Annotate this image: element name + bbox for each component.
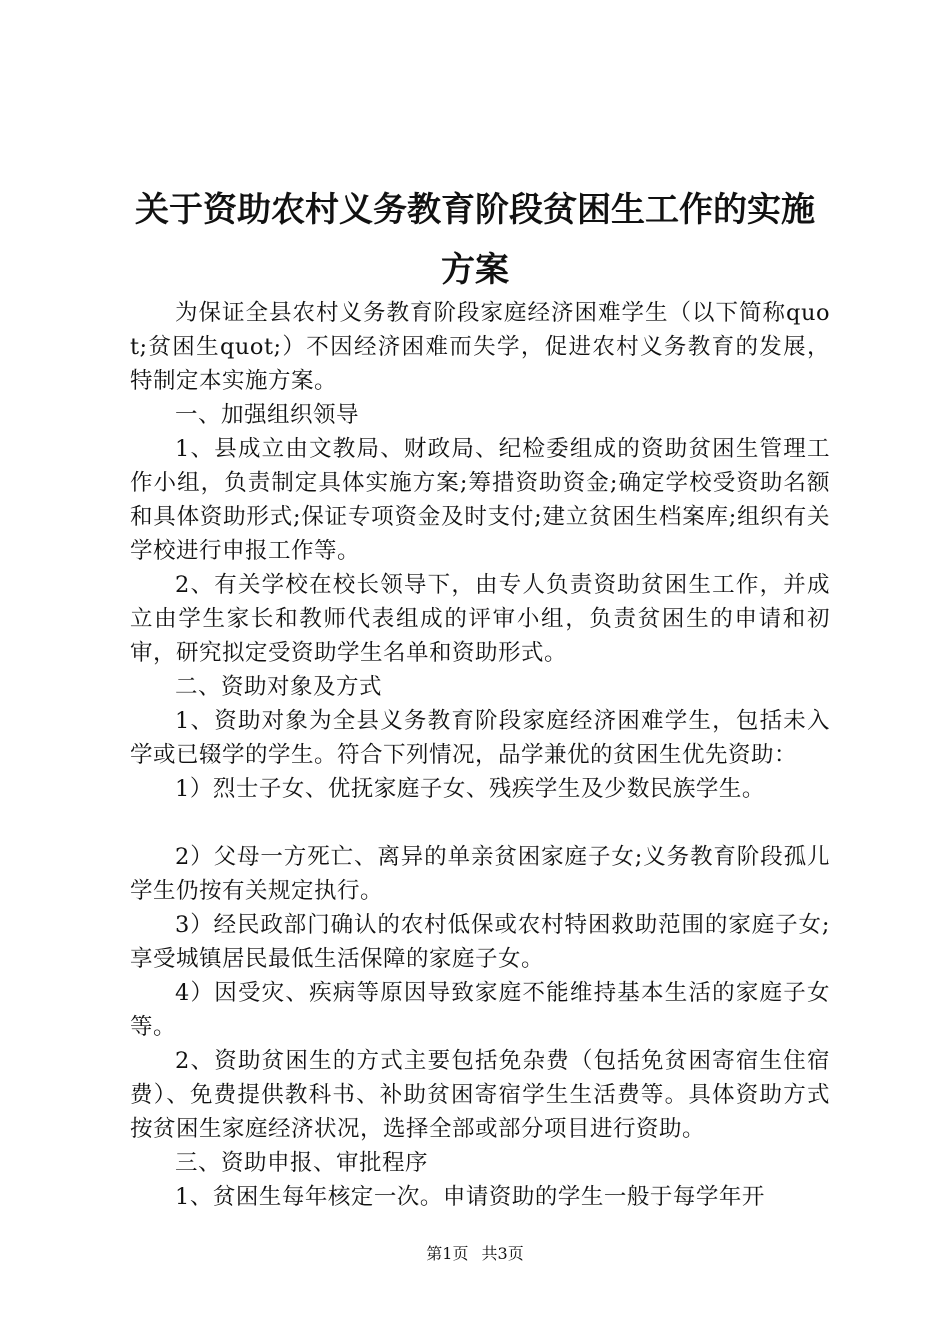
paragraph: 1、县成立由文教局、财政局、纪检委组成的资助贫困生管理工作小组，负责制定具体实施方案;筹措资助资金;确定学校受资助名额和具体资助形式;保证专项资金及时支付;建立贫困生档案库;组织有关学校进行申报工作等。 [130, 436, 830, 564]
document-body [130, 296, 830, 1214]
list-item: 1）烈士子女、优抚家庭子女、残疾学生及少数民族学生。 [175, 776, 765, 802]
blank-line [130, 806, 830, 840]
list-item: 4）因受灾、疾病等原因导致家庭不能维持基本生活的家庭子女等。 [130, 980, 830, 1040]
section-heading-3: 三、资助申报、审批程序 [175, 1150, 429, 1176]
page-footer [0, 1244, 950, 1264]
page-number: 第1页 [426, 1244, 469, 1263]
page-total: 共3页 [481, 1244, 524, 1263]
paragraph: 2、有关学校在校长领导下，由专人负责资助贫困生工作，并成立由学生家长和教师代表组成的评审小组，负责贫困生的申请和初审，研究拟定受资助学生名单和资助形式。 [130, 572, 830, 666]
paragraph: 1、贫困生每年核定一次。申请资助的学生一般于每学年开 [175, 1184, 765, 1210]
list-item: 2）父母一方死亡、离异的单亲贫困家庭子女;义务教育阶段孤儿学生仍按有关规定执行。 [130, 844, 830, 904]
document-title-line-1: 关于资助农村义务教育阶段贫困生工作的实施 [135, 190, 815, 230]
paragraph: 2、资助贫困生的方式主要包括免杂费（包括免贫困寄宿生住宿费）、免费提供教科书、补助贫困寄宿学生生活费等。具体资助方式按贫困生家庭经济状况，选择全部或部分项目进行资助。 [130, 1048, 830, 1142]
document-title-line-2: 方案 [441, 250, 509, 290]
section-heading-2: 二、资助对象及方式 [175, 674, 383, 700]
list-item: 3）经民政部门确认的农村低保或农村特困救助范围的家庭子女;享受城镇居民最低生活保障的家庭子女。 [130, 912, 830, 972]
paragraph: 1、资助对象为全县义务教育阶段家庭经济困难学生，包括未入学或已辍学的学生。符合下列情况，品学兼优的贫困生优先资助： [130, 708, 830, 768]
section-heading-1: 一、加强组织领导 [175, 402, 360, 428]
paragraph-intro: 为保证全县农村义务教育阶段家庭经济困难学生（以下简称quot;贫困生quot;）不因经济困难而失学，促进农村义务教育的发展，特制定本实施方案。 [130, 300, 830, 394]
